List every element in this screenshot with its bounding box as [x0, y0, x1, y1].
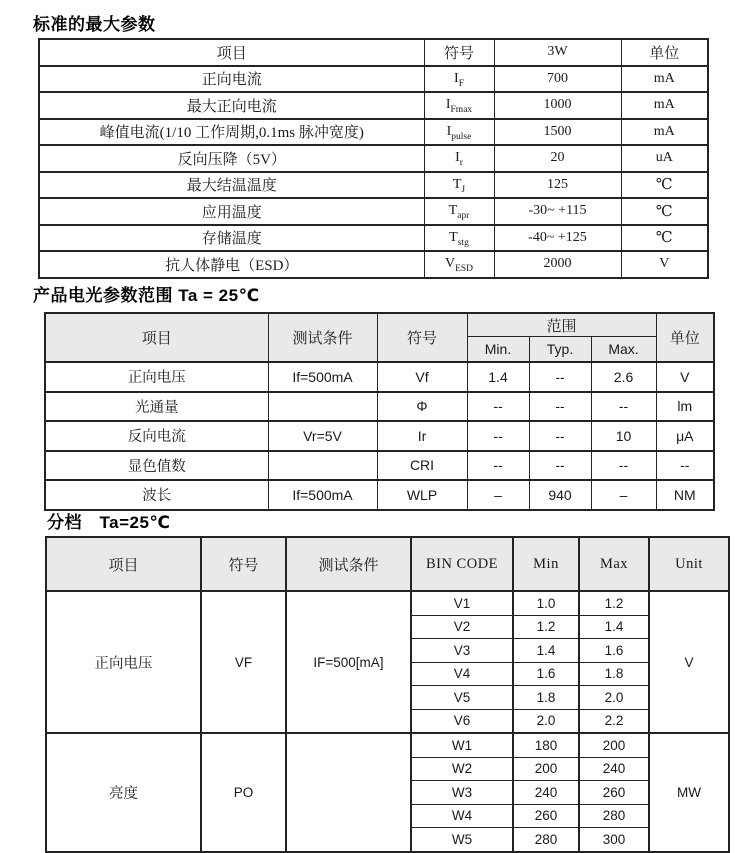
- table-row: [39, 251, 708, 278]
- symbol-sub: r: [459, 158, 463, 169]
- unit-cell: --: [656, 451, 714, 481]
- unit-cell: ℃: [621, 225, 708, 252]
- bin-code-cell: W2: [411, 757, 513, 781]
- min-cell: --: [467, 421, 529, 451]
- table-row: [39, 198, 708, 225]
- bin-row: [46, 733, 729, 757]
- condition-cell: [268, 451, 377, 481]
- symbol-cell: [424, 251, 494, 278]
- min-cell: –: [467, 480, 529, 510]
- min-cell: 280: [513, 828, 579, 852]
- symbol-base: T: [449, 229, 458, 245]
- min-cell: 1.0: [513, 591, 579, 615]
- symbol-sub: Fmax: [450, 105, 473, 116]
- condition-cell: [286, 733, 411, 852]
- value-cell: 20: [494, 145, 621, 172]
- symbol-cell: [424, 172, 494, 199]
- condition-cell: IF=500[mA]: [286, 591, 411, 733]
- table-row: [45, 480, 714, 510]
- max-cell: --: [591, 392, 656, 422]
- symbol-cell: [424, 119, 494, 146]
- bin-code-cell: V1: [411, 591, 513, 615]
- min-cell: --: [467, 451, 529, 481]
- unit-cell: uA: [621, 145, 708, 172]
- value-cell: 1500: [494, 119, 621, 146]
- bin-code-cell: W5: [411, 828, 513, 852]
- bin-code-cell: W4: [411, 804, 513, 828]
- table-header-row: [46, 537, 729, 591]
- table-row: [39, 225, 708, 252]
- min-cell: 1.4: [467, 362, 529, 392]
- item-cell: 反向电流: [45, 421, 268, 451]
- item-cell: 反向压降（5V）: [39, 145, 424, 172]
- symbol-cell: Φ: [377, 392, 467, 422]
- unit-cell: lm: [656, 392, 714, 422]
- condition-cell: [268, 392, 377, 422]
- item-cell: 正向电压: [45, 362, 268, 392]
- max-cell: 260: [579, 781, 649, 805]
- max-cell: 10: [591, 421, 656, 451]
- max-cell: 2.2: [579, 709, 649, 733]
- unit-cell: mA: [621, 66, 708, 93]
- binning-table: [45, 536, 730, 853]
- symbol-base: V: [444, 256, 456, 272]
- min-cell: 240: [513, 781, 579, 805]
- unit-cell: μA: [656, 421, 714, 451]
- unit-cell: V: [621, 251, 708, 278]
- max-ratings-table: [38, 38, 709, 279]
- header-max: Max.: [591, 337, 656, 363]
- section-title-binning: 分档 Ta=25℃: [47, 513, 171, 532]
- value-cell: -30~ +115: [494, 198, 621, 225]
- table-row: [39, 92, 708, 119]
- symbol-sub: pulse: [451, 131, 472, 142]
- item-cell: 最大正向电流: [39, 92, 424, 119]
- item-cell: 亮度: [46, 733, 201, 852]
- symbol-cell: [424, 198, 494, 225]
- header-item: 项目: [46, 537, 201, 591]
- max-cell: 2.6: [591, 362, 656, 392]
- symbol-cell: [424, 66, 494, 93]
- header-unit: 单位: [621, 39, 708, 66]
- symbol-cell: PO: [201, 733, 286, 852]
- item-cell: 峰值电流(1/10 工作周期,0.1ms 脉冲宽度): [39, 119, 424, 146]
- typ-cell: --: [529, 451, 591, 481]
- symbol-cell: CRI: [377, 451, 467, 481]
- header-typ: Typ.: [529, 337, 591, 363]
- table-row: [45, 421, 714, 451]
- min-cell: 1.4: [513, 639, 579, 663]
- symbol-cell: [424, 145, 494, 172]
- symbol-cell: VF: [201, 591, 286, 733]
- min-cell: --: [467, 392, 529, 422]
- bin-row: [46, 591, 729, 615]
- value-cell: 700: [494, 66, 621, 93]
- unit-cell: V: [649, 591, 729, 733]
- header-item: 项目: [45, 313, 268, 362]
- item-cell: 存储温度: [39, 225, 424, 252]
- unit-cell: ℃: [621, 172, 708, 199]
- symbol-cell: [424, 92, 494, 119]
- table-row: [39, 66, 708, 93]
- header-condition: 测试条件: [286, 537, 411, 591]
- max-cell: 1.8: [579, 662, 649, 686]
- typ-cell: --: [529, 362, 591, 392]
- unit-cell: MW: [649, 733, 729, 852]
- symbol-sub: stg: [457, 237, 469, 248]
- symbol-sub: F: [458, 78, 464, 89]
- symbol-base: I: [454, 70, 459, 86]
- header-unit: Unit: [649, 537, 729, 591]
- symbol-cell: [424, 225, 494, 252]
- typ-cell: 940: [529, 480, 591, 510]
- item-cell: 光通量: [45, 392, 268, 422]
- unit-cell: mA: [621, 119, 708, 146]
- typ-cell: --: [529, 392, 591, 422]
- symbol-base: T: [452, 176, 462, 192]
- electro-optical-table: [44, 312, 715, 511]
- max-cell: 200: [579, 733, 649, 757]
- item-cell: 应用温度: [39, 198, 424, 225]
- bin-code-cell: V3: [411, 639, 513, 663]
- min-cell: 2.0: [513, 709, 579, 733]
- symbol-sub: J: [461, 184, 466, 195]
- max-cell: --: [591, 451, 656, 481]
- symbol-base: I: [445, 97, 451, 113]
- max-cell: 1.2: [579, 591, 649, 615]
- unit-cell: ℃: [621, 198, 708, 225]
- header-max: Max: [579, 537, 649, 591]
- min-cell: 1.6: [513, 662, 579, 686]
- min-cell: 1.2: [513, 615, 579, 639]
- header-range: 范围: [467, 313, 656, 337]
- header-symbol: 符号: [377, 313, 467, 362]
- item-cell: 正向电压: [46, 591, 201, 733]
- symbol-sub: apr: [457, 211, 470, 222]
- table-row: [45, 451, 714, 481]
- value-cell: 2000: [494, 251, 621, 278]
- bin-code-cell: V4: [411, 662, 513, 686]
- table-header-row: [45, 313, 714, 337]
- item-cell: 显色值数: [45, 451, 268, 481]
- max-cell: –: [591, 480, 656, 510]
- table-row: [39, 172, 708, 199]
- item-cell: 抗人体静电（ESD）: [39, 251, 424, 278]
- table-row: [39, 119, 708, 146]
- symbol-sub: ESD: [455, 264, 474, 275]
- header-item: 项目: [39, 39, 424, 66]
- header-bin-code: BIN CODE: [411, 537, 513, 591]
- min-cell: 260: [513, 804, 579, 828]
- symbol-base: T: [448, 203, 458, 219]
- value-cell: 1000: [494, 92, 621, 119]
- bin-code-cell: W3: [411, 781, 513, 805]
- header-symbol: 符号: [201, 537, 286, 591]
- table-row: [45, 362, 714, 392]
- header-condition: 测试条件: [268, 313, 377, 362]
- table-header-row: [39, 39, 708, 66]
- symbol-cell: WLP: [377, 480, 467, 510]
- bin-code-cell: V5: [411, 686, 513, 710]
- value-cell: -40~ +125: [494, 225, 621, 252]
- value-cell: 125: [494, 172, 621, 199]
- symbol-cell: Ir: [377, 421, 467, 451]
- max-cell: 2.0: [579, 686, 649, 710]
- symbol-cell: Vf: [377, 362, 467, 392]
- item-cell: 波长: [45, 480, 268, 510]
- header-value: 3W: [494, 39, 621, 66]
- unit-cell: NM: [656, 480, 714, 510]
- max-cell: 1.4: [579, 615, 649, 639]
- header-symbol: 符号: [424, 39, 494, 66]
- min-cell: 1.8: [513, 686, 579, 710]
- max-cell: 240: [579, 757, 649, 781]
- section-title-electro-optical: 产品电光参数范围 Ta = 25℃: [33, 286, 260, 305]
- max-cell: 280: [579, 804, 649, 828]
- symbol-base: I: [455, 150, 460, 166]
- bin-code-cell: W1: [411, 733, 513, 757]
- symbol-base: I: [446, 123, 452, 139]
- min-cell: 180: [513, 733, 579, 757]
- condition-cell: If=500mA: [268, 480, 377, 510]
- header-min: Min.: [467, 337, 529, 363]
- condition-cell: If=500mA: [268, 362, 377, 392]
- table-row: [39, 145, 708, 172]
- table-row: [45, 392, 714, 422]
- item-cell: 最大结温温度: [39, 172, 424, 199]
- typ-cell: --: [529, 421, 591, 451]
- header-min: Min: [513, 537, 579, 591]
- max-cell: 1.6: [579, 639, 649, 663]
- header-unit: 单位: [656, 313, 714, 362]
- unit-cell: V: [656, 362, 714, 392]
- bin-code-cell: V6: [411, 709, 513, 733]
- unit-cell: mA: [621, 92, 708, 119]
- min-cell: 200: [513, 757, 579, 781]
- max-cell: 300: [579, 828, 649, 852]
- bin-code-cell: V2: [411, 615, 513, 639]
- section-title-max-ratings: 标准的最大参数: [33, 15, 156, 34]
- condition-cell: Vr=5V: [268, 421, 377, 451]
- item-cell: 正向电流: [39, 66, 424, 93]
